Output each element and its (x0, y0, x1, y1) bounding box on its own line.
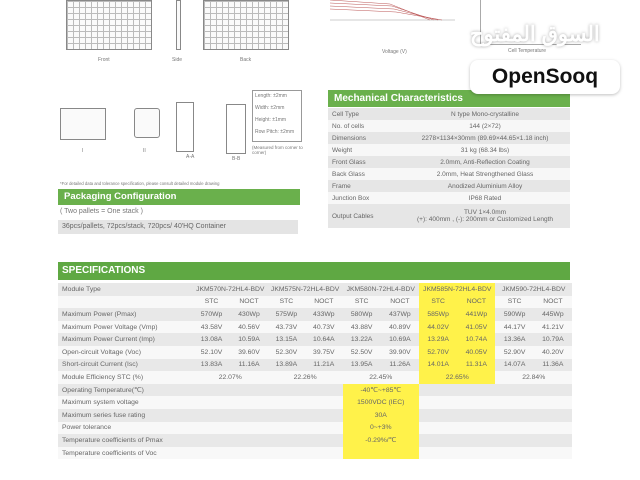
spec-value: 575Wp (268, 308, 305, 321)
cables-line-2: (+): 400mm , (-): 200mm or Customized Length (416, 216, 553, 223)
mech-value: 144 (2×72) (400, 120, 570, 132)
spec-value: 41.05V (457, 321, 495, 334)
spec-value: 13.29A (419, 333, 457, 346)
spec-value: 44.17V (495, 321, 533, 334)
spec-value: 40.20V (534, 346, 572, 359)
spec-value: 52.30V (268, 346, 305, 359)
model-name: JKM575N-72HL4-BDV (268, 283, 343, 296)
noct-header: NOCT (381, 296, 419, 309)
spec-value: 11.16A (230, 359, 267, 372)
noct-header: NOCT (230, 296, 267, 309)
spec-value: 445Wp (534, 308, 572, 321)
mech-label: Junction Box (328, 192, 400, 204)
general-value (343, 447, 419, 460)
spec-value: 13.15A (268, 333, 305, 346)
section-i-drawing (60, 108, 106, 140)
spec-value: 585Wp (419, 308, 457, 321)
general-label: Temperature coefficients of Voc (58, 447, 193, 460)
stc-header: STC (193, 296, 230, 309)
back-view-drawing (203, 0, 289, 50)
section-bb-drawing (226, 104, 246, 154)
general-label: Maximum system voltage (58, 396, 193, 409)
spec-value: 13.89A (268, 359, 305, 372)
model-name: JKM585N-72HL4-BDV (419, 283, 495, 296)
spec-value: 13.83A (193, 359, 230, 372)
table-row (58, 396, 572, 409)
table-row (328, 144, 570, 156)
efficiency-value: 22.07% (193, 371, 268, 384)
spec-value: 11.31A (457, 359, 495, 372)
spec-value: 13.36A (495, 333, 533, 346)
general-value: 1500VDC (IEC) (343, 396, 419, 409)
spec-value: 13.22A (343, 333, 381, 346)
spec-label: Maximum Power Current (Imp) (58, 333, 193, 346)
general-value: -40℃~+85℃ (343, 384, 419, 397)
spec-value: 10.69A (381, 333, 419, 346)
mech-value (400, 204, 570, 228)
table-row (58, 384, 572, 397)
spec-value: 11.21A (305, 359, 342, 372)
spec-value: 52.50V (343, 346, 381, 359)
voltage-axis-label: Voltage (V) (382, 49, 407, 55)
spec-value: 590Wp (495, 308, 533, 321)
section-ii-label: II (143, 148, 146, 154)
model-name: JKM590-72HL4-BDV (495, 283, 572, 296)
spec-label: Open-circuit Voltage (Voc) (58, 346, 193, 359)
table-row (58, 283, 572, 296)
spec-value: 10.79A (534, 333, 572, 346)
mech-value: 2278×1134×30mm (89.69×44.65×1.18 inch) (400, 132, 570, 144)
front-view-drawing (66, 0, 152, 50)
spec-value: 430Wp (230, 308, 267, 321)
noct-header: NOCT (305, 296, 342, 309)
mechanical-title: Mechanical Characteristics (328, 90, 570, 107)
mech-label: Cell Type (328, 108, 400, 120)
spec-label: Short-circuit Current (Isc) (58, 359, 193, 372)
opensooq-brand: OpenSooq (491, 65, 599, 88)
section-i-label: I (82, 148, 84, 154)
table-row (328, 192, 570, 204)
model-name: JKM570N-72HL4-BDV (193, 283, 268, 296)
mech-label: Output Cables (328, 204, 400, 228)
table-row (58, 333, 572, 346)
general-value: 0~+3% (343, 422, 419, 435)
spec-value: 52.90V (495, 346, 533, 359)
section-ii-drawing (134, 108, 160, 138)
efficiency-value: 22.45% (343, 371, 419, 384)
side-label: Side (172, 57, 183, 63)
stc-header: STC (343, 296, 381, 309)
spec-value: 43.58V (193, 321, 230, 334)
spec-value: 580Wp (343, 308, 381, 321)
table-row (58, 447, 572, 460)
model-name: JKM580N-72HL4-BDV (343, 283, 419, 296)
packaging-content: 36pcs/pallets, 72pcs/stack, 720pcs/ 40'HQ Container (58, 220, 298, 234)
table-row (328, 156, 570, 168)
mech-value: Anodized Aluminium Alloy (400, 180, 570, 192)
spec-value: 39.90V (381, 346, 419, 359)
section-bb-label: B-B (232, 156, 241, 162)
spec-value: 11.26A (381, 359, 419, 372)
spec-value: 13.08A (193, 333, 230, 346)
spec-value: 13.95A (343, 359, 381, 372)
mech-label: Dimensions (328, 132, 400, 144)
efficiency-label: Module Efficiency STC (%) (58, 371, 193, 384)
spec-value: 43.73V (268, 321, 305, 334)
tolerance-note: *For detailed data and tolerance specification, please consult detailed module drawing (60, 181, 220, 186)
mech-value: N type Mono-crystalline (400, 108, 570, 120)
spec-value: 52.70V (419, 346, 457, 359)
table-row (58, 359, 572, 372)
spec-value: 11.36A (534, 359, 572, 372)
spec-value: 433Wp (305, 308, 342, 321)
table-row (58, 321, 572, 334)
table-row (58, 409, 572, 422)
general-label: Operating Temperature(℃) (58, 384, 193, 397)
mech-label: No. of cells (328, 120, 400, 132)
spec-value: 52.10V (193, 346, 230, 359)
spec-value: 10.74A (457, 333, 495, 346)
section-aa-label: A-A (186, 154, 195, 160)
mech-value: 2.0mm, Heat Strengthened Glass (400, 168, 570, 180)
back-label: Back (240, 57, 252, 63)
dimension-note: Row Pitch: ±2mm (255, 129, 295, 135)
spec-value: 40.89V (381, 321, 419, 334)
packaging-subtitle: ( Two pallets = One stack ) (60, 208, 143, 215)
table-row (58, 422, 572, 435)
noct-header: NOCT (457, 296, 495, 309)
spec-value: 40.73V (305, 321, 342, 334)
mech-value: 31 kg (68.34 lbs) (400, 144, 570, 156)
efficiency-value: 22.26% (268, 371, 343, 384)
mechanical-table (328, 108, 570, 228)
efficiency-value: 22.84% (495, 371, 572, 384)
front-label: Front (98, 57, 110, 63)
spec-value: 41.21V (534, 321, 572, 334)
spec-value: 44.02V (419, 321, 457, 334)
cables-line-1: TUV 1×4.0mm (463, 209, 507, 216)
table-row (58, 346, 572, 359)
mech-label: Front Glass (328, 156, 400, 168)
spec-value: 39.60V (230, 346, 267, 359)
spec-value: 40.05V (457, 346, 495, 359)
stc-header: STC (268, 296, 305, 309)
module-type-label: Module Type (58, 283, 193, 296)
general-value: 30A (343, 409, 419, 422)
spec-value: 441Wp (457, 308, 495, 321)
dimension-note: Length: ±2mm (255, 93, 287, 99)
packaging-title: Packaging Configuration (58, 189, 300, 205)
mech-label: Weight (328, 144, 400, 156)
table-row (58, 371, 572, 384)
spec-value: 10.64A (305, 333, 342, 346)
table-row (328, 180, 570, 192)
side-view-drawing (176, 0, 181, 50)
table-row (58, 308, 572, 321)
spec-value: 40.56V (230, 321, 267, 334)
spec-label: Maximum Power (Pmax) (58, 308, 193, 321)
mech-value: IP68 Rated (400, 192, 570, 204)
general-label: Power tolerance (58, 422, 193, 435)
spec-value: 39.75V (305, 346, 342, 359)
cell-temperature-label: Cell Temperature (508, 48, 546, 54)
general-label: Temperature coefficients of Pmax (58, 434, 193, 447)
table-row (328, 120, 570, 132)
section-aa-drawing (176, 102, 194, 152)
spec-value: 10.59A (230, 333, 267, 346)
table-row (58, 296, 572, 309)
mech-value: 2.0mm, Anti-Reflection Coating (400, 156, 570, 168)
stc-header: STC (495, 296, 533, 309)
watermark-arabic: السوق المفتوح (470, 23, 600, 46)
dimension-note: Height: ±1mm (255, 117, 287, 123)
iv-curve-plot (330, 0, 460, 22)
spec-value: 437Wp (381, 308, 419, 321)
spec-value: 14.07A (495, 359, 533, 372)
specifications-table (58, 283, 572, 459)
spec-value: 43.88V (343, 321, 381, 334)
spec-value: 570Wp (193, 308, 230, 321)
dimension-note: Width: ±2mm (255, 105, 285, 111)
opensooq-logo (470, 60, 620, 94)
dimension-footnote: (Measured from corner to corner) (252, 145, 303, 155)
stc-header: STC (419, 296, 457, 309)
general-value: -0.29%/℃ (343, 434, 419, 447)
table-row (328, 168, 570, 180)
mech-label: Frame (328, 180, 400, 192)
efficiency-value: 22.65% (419, 371, 495, 384)
table-row (328, 132, 570, 144)
table-row (328, 204, 570, 228)
table-row (328, 108, 570, 120)
mech-label: Back Glass (328, 168, 400, 180)
table-row (58, 434, 572, 447)
spec-label: Maximum Power Voltage (Vmp) (58, 321, 193, 334)
dimension-notes-box (252, 90, 302, 142)
spec-value: 14.01A (419, 359, 457, 372)
noct-header: NOCT (534, 296, 572, 309)
specifications-title: SPECIFICATIONS (58, 262, 570, 280)
general-label: Maximum series fuse rating (58, 409, 193, 422)
